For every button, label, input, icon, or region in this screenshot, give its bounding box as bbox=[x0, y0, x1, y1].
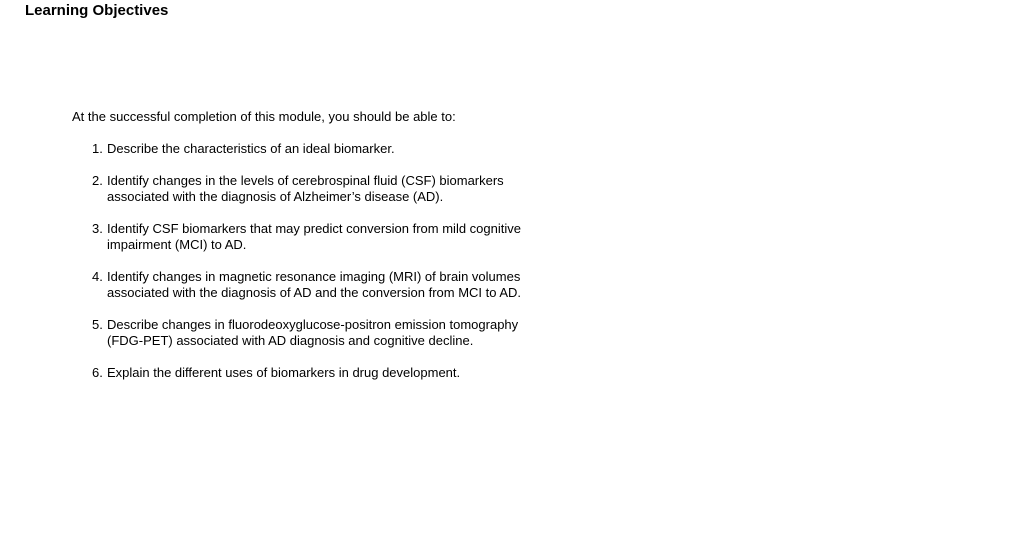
objective-text bbox=[107, 269, 632, 301]
objective-number: 5. bbox=[92, 317, 103, 332]
objective-line: Identify changes in magnetic resonance imaging (MRI) of brain volumes bbox=[107, 269, 521, 284]
objective-line: Describe the characteristics of an ideal biomarker. bbox=[107, 141, 395, 156]
objective-item-4 bbox=[92, 269, 632, 301]
objective-line: (FDG-PET) associated with AD diagnosis and cognitive decline. bbox=[107, 333, 474, 348]
objective-item-6 bbox=[92, 365, 632, 381]
objective-item-2 bbox=[92, 173, 632, 205]
objectives-section bbox=[72, 109, 632, 397]
objective-line: Explain the different uses of biomarkers in drug development. bbox=[107, 365, 461, 380]
page-title: Learning Objectives bbox=[25, 2, 169, 19]
objective-line: Identify changes in the levels of cerebrospinal fluid (CSF) biomarkers bbox=[107, 173, 504, 188]
objective-line: Describe changes in fluorodeoxyglucose-positron emission tomography bbox=[107, 317, 519, 332]
objective-line: associated with the diagnosis of AD and the conversion from MCI to AD. bbox=[107, 285, 522, 300]
objective-item-1 bbox=[92, 141, 632, 157]
objective-text bbox=[107, 317, 632, 349]
objective-line: impairment (MCI) to AD. bbox=[107, 237, 247, 252]
objective-number: 6. bbox=[92, 365, 103, 380]
objective-item-3 bbox=[92, 221, 632, 253]
objective-item-5 bbox=[92, 317, 632, 349]
intro-text: At the successful completion of this module, you should be able to: bbox=[72, 109, 456, 124]
objective-text bbox=[107, 365, 632, 381]
objectives-list bbox=[72, 141, 632, 381]
objective-number: 2. bbox=[92, 173, 103, 188]
objective-number: 4. bbox=[92, 269, 103, 284]
objective-number: 3. bbox=[92, 221, 103, 236]
objective-text bbox=[107, 173, 632, 205]
objective-line: associated with the diagnosis of Alzheimer’s disease (AD). bbox=[107, 189, 444, 204]
objective-text bbox=[107, 141, 632, 157]
objective-text bbox=[107, 221, 632, 253]
objective-line: Identify CSF biomarkers that may predict conversion from mild cognitive bbox=[107, 221, 521, 236]
objective-number: 1. bbox=[92, 141, 103, 156]
